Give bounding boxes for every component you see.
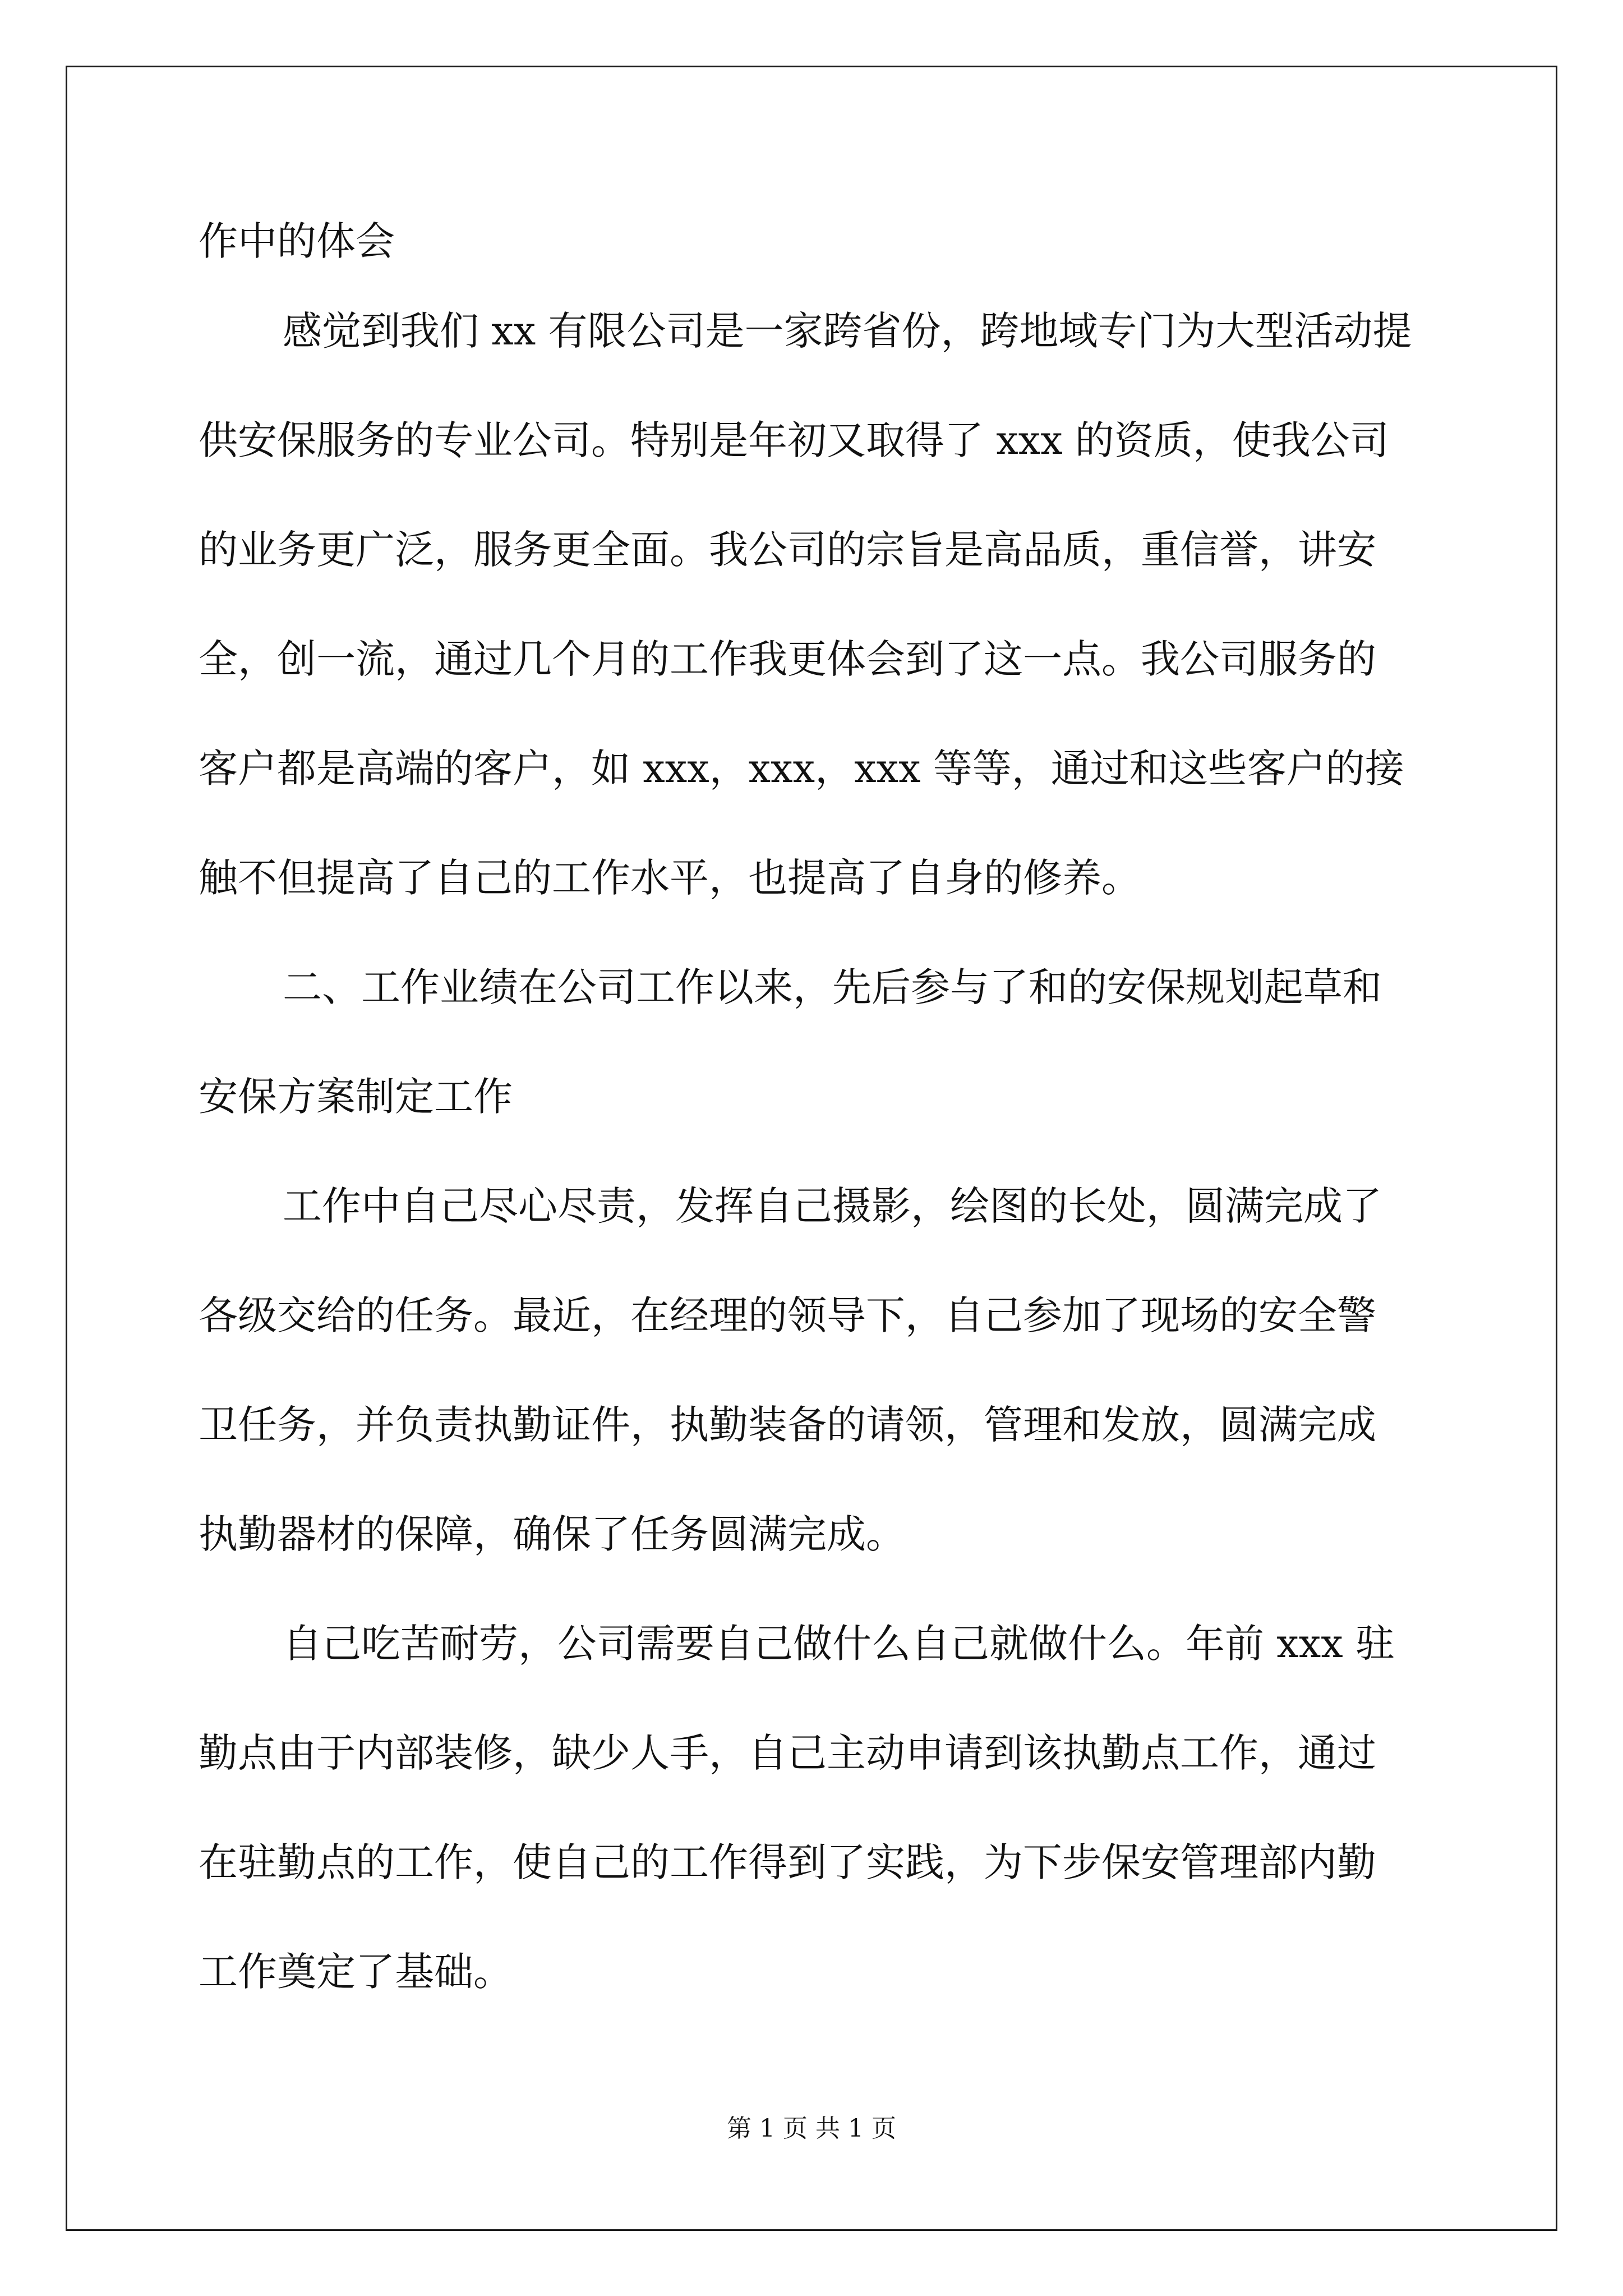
text-line: 自己吃苦耐劳，公司需要自己做什么自己就做什么。年前 xxx 驻 — [283, 1621, 1395, 1667]
text-line: 全，创一流，通过几个月的工作我更体会到了这一点。我公司服务的 — [199, 636, 1376, 682]
page-footer: 第 1 页 共 1 页 — [727, 2114, 896, 2143]
text-line: 执勤器材的保障，确保了任务圆满完成。 — [199, 1511, 905, 1557]
text-line: 感觉到我们 xx 有限公司是一家跨省份，跨地域专门为大型活动提 — [283, 308, 1412, 354]
text-line: 的业务更广泛，服务更全面。我公司的宗旨是高品质，重信誉，讲安 — [199, 527, 1376, 573]
text-line: 安保方案制定工作 — [199, 1074, 513, 1120]
text-line: 在驻勤点的工作，使自己的工作得到了实践，为下步保安管理部内勤 — [199, 1839, 1376, 1885]
text-line: 作中的体会 — [199, 218, 395, 264]
text-line: 客户都是高端的客户，如 xxx，xxx，xxx 等等，通过和这些客户的接 — [199, 746, 1404, 792]
text-line: 卫任务，并负责执勤证件，执勤装备的请领，管理和发放，圆满完成 — [199, 1402, 1376, 1448]
text-line: 供安保服务的专业公司。特别是年初又取得了 xxx 的资质，使我公司 — [199, 417, 1389, 463]
text-line: 触不但提高了自己的工作水平，也提高了自身的修养。 — [199, 855, 1141, 901]
text-line: 二、工作业绩在公司工作以来，先后参与了和的安保规划起草和 — [283, 964, 1382, 1010]
text-line: 工作奠定了基础。 — [199, 1949, 513, 1995]
text-line: 各级交给的任务。最近，在经理的领导下，自己参加了现场的安全警 — [199, 1292, 1376, 1338]
page-border — [66, 66, 1557, 2231]
text-line: 工作中自己尽心尽责，发挥自己摄影，绘图的长处，圆满完成了 — [283, 1183, 1382, 1229]
text-line: 勤点由于内部装修，缺少人手，自己主动申请到该执勤点工作，通过 — [199, 1730, 1376, 1776]
